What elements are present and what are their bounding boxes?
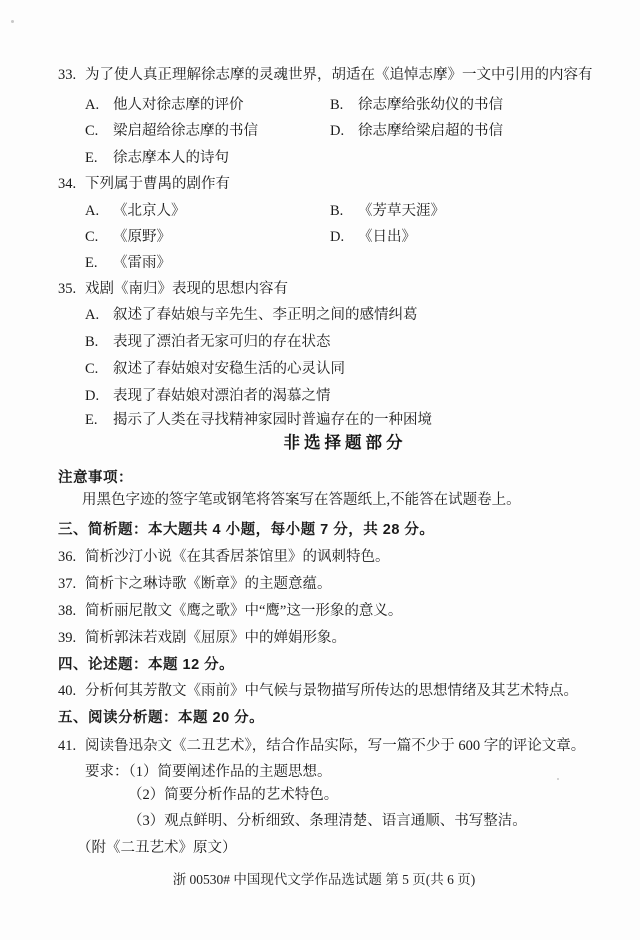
- question-37-number: 37.: [58, 576, 77, 592]
- option-35-E: [85, 410, 432, 430]
- section-4-heading: 四、论述题：本题 12 分。: [58, 657, 235, 673]
- question-40-text: 分析何其芳散文《雨前》中气候与景物描写所传达的思想情绪及其艺术特点。: [85, 683, 578, 699]
- question-41-text: 阅读鲁迅杂文《二丑艺术》，结合作品实际，写一篇不少于 600 字的评论文章。: [85, 738, 586, 754]
- question-33-options-row-3: [85, 148, 229, 168]
- option-33-D-label: D.: [330, 123, 345, 139]
- question-36-number: 36.: [58, 549, 77, 565]
- option-34-D-label: D.: [330, 229, 345, 245]
- question-35-number: 35.: [58, 281, 77, 297]
- question-41-requirement-3: （3）观点鲜明、分析细致、条理清楚、语言通顺、书写整洁。: [128, 813, 527, 829]
- option-34-C: [85, 227, 330, 247]
- question-41-requirement-1: 要求：（1）简要阐述作品的主题思想。: [85, 764, 332, 780]
- option-35-D: [85, 386, 331, 406]
- option-34-B-text: 《芳草天涯》: [358, 203, 445, 219]
- option-33-E-text: 徐志摩本人的诗句: [113, 150, 229, 166]
- option-34-E: [85, 255, 171, 271]
- option-35-C-text: 叙述了春姑娘对安稳生活的心灵认同: [113, 361, 345, 377]
- scan-artifact-dot: [11, 20, 14, 23]
- option-35-B-label: B.: [85, 334, 99, 350]
- question-34-text: 下列属于曹禺的剧作有: [85, 176, 230, 192]
- option-34-C-label: C.: [85, 229, 99, 245]
- question-34-stem: [58, 174, 230, 194]
- option-33-E-label: E.: [85, 150, 98, 166]
- question-33-options-row-2: [85, 121, 503, 141]
- question-41-number: 41.: [58, 738, 77, 754]
- question-35-stem: [58, 279, 288, 299]
- option-33-A-label: A.: [85, 97, 100, 113]
- question-39-text: 简析郭沫若戏剧《屈原》中的婵娟形象。: [85, 630, 346, 646]
- option-35-B-text: 表现了漂泊者无家可归的存在状态: [113, 334, 331, 350]
- question-33-stem: [58, 65, 593, 85]
- option-33-D: [330, 123, 503, 139]
- page-footer: 浙 00530# 中国现代文学作品选试题 第 5 页(共 6 页): [172, 872, 476, 887]
- option-33-C-text: 梁启超给徐志摩的书信: [113, 123, 258, 139]
- option-34-D: [330, 229, 416, 245]
- question-37-text: 简析卞之琳诗歌《断章》的主题意蕴。: [85, 576, 332, 592]
- option-35-C: [85, 359, 345, 379]
- option-33-B: [330, 97, 503, 113]
- question-33-options-row-1: [85, 95, 503, 115]
- option-34-E-label: E.: [85, 255, 98, 271]
- option-35-D-label: D.: [85, 388, 100, 404]
- question-40-number: 40.: [58, 683, 77, 699]
- notice-title: 注意事项：: [58, 470, 133, 486]
- question-35-text: 戏剧《南归》表现的思想内容有: [85, 281, 288, 297]
- question-36-text: 简析沙汀小说《在其香居茶馆里》的讽刺特色。: [85, 549, 390, 565]
- option-33-C-label: C.: [85, 123, 99, 139]
- question-38: [58, 601, 402, 621]
- question-38-text: 简析丽尼散文《鹰之歌》中“鹰”这一形象的意义。: [85, 603, 403, 619]
- section-5-heading: 五、阅读分析题：本题 20 分。: [58, 710, 265, 726]
- option-33-D-text: 徐志摩给梁启超的书信: [358, 123, 503, 139]
- question-37: [58, 574, 332, 594]
- option-34-C-text: 《原野》: [113, 229, 171, 245]
- option-34-E-text: 《雷雨》: [113, 255, 171, 271]
- question-34-number: 34.: [58, 176, 77, 192]
- option-35-D-text: 表现了春姑娘对漂泊者的渴慕之情: [113, 388, 331, 404]
- question-41-requirement-2: （2）简要分析作品的艺术特色。: [128, 787, 339, 803]
- option-35-B: [85, 332, 331, 352]
- option-35-A-label: A.: [85, 307, 100, 323]
- option-34-D-text: 《日出》: [358, 229, 416, 245]
- option-33-B-text: 徐志摩给张幼仪的书信: [358, 97, 503, 113]
- question-41-attachment-note: （附《二丑艺术》原文）: [77, 840, 237, 856]
- notice-body: 用黑色字迹的签字笔或钢笔将答案写在答题纸上,不能答在试题卷上。: [82, 492, 521, 508]
- option-35-E-text: 揭示了人类在寻找精神家园时普遍存在的一种困境: [113, 412, 432, 428]
- scan-artifact-dot: [557, 778, 559, 780]
- option-35-E-label: E.: [85, 412, 98, 428]
- option-34-A: [85, 201, 330, 221]
- option-35-A: [85, 305, 418, 325]
- option-34-A-text: 《北京人》: [113, 203, 186, 219]
- option-33-E: [85, 150, 229, 166]
- question-41: [58, 736, 585, 756]
- question-33-text: 为了使人真正理解徐志摩的灵魂世界，胡适在《追悼志摩》一文中引用的内容有: [85, 67, 593, 83]
- option-34-A-label: A.: [85, 203, 100, 219]
- question-34-options-row-3: [85, 253, 171, 273]
- option-35-A-text: 叙述了春姑娘与辛先生、李正明之间的感情纠葛: [113, 307, 418, 323]
- question-34-options-row-1: [85, 201, 445, 221]
- option-33-B-label: B.: [330, 97, 344, 113]
- question-33-number: 33.: [58, 67, 77, 83]
- question-39: [58, 628, 346, 648]
- option-33-C: [85, 121, 330, 141]
- question-38-number: 38.: [58, 603, 77, 619]
- question-39-number: 39.: [58, 630, 77, 646]
- option-34-B: [330, 203, 445, 219]
- question-40: [58, 681, 578, 701]
- section-3-heading: 三、简析题：本大题共 4 小题，每小题 7 分，共 28 分。: [58, 522, 435, 538]
- option-33-A: [85, 95, 330, 115]
- option-35-C-label: C.: [85, 361, 99, 377]
- section-heading-non-mc: 非选择题部分: [283, 434, 407, 452]
- question-36: [58, 547, 390, 567]
- option-34-B-label: B.: [330, 203, 344, 219]
- option-33-A-text: 他人对徐志摩的评价: [113, 97, 244, 113]
- question-34-options-row-2: [85, 227, 416, 247]
